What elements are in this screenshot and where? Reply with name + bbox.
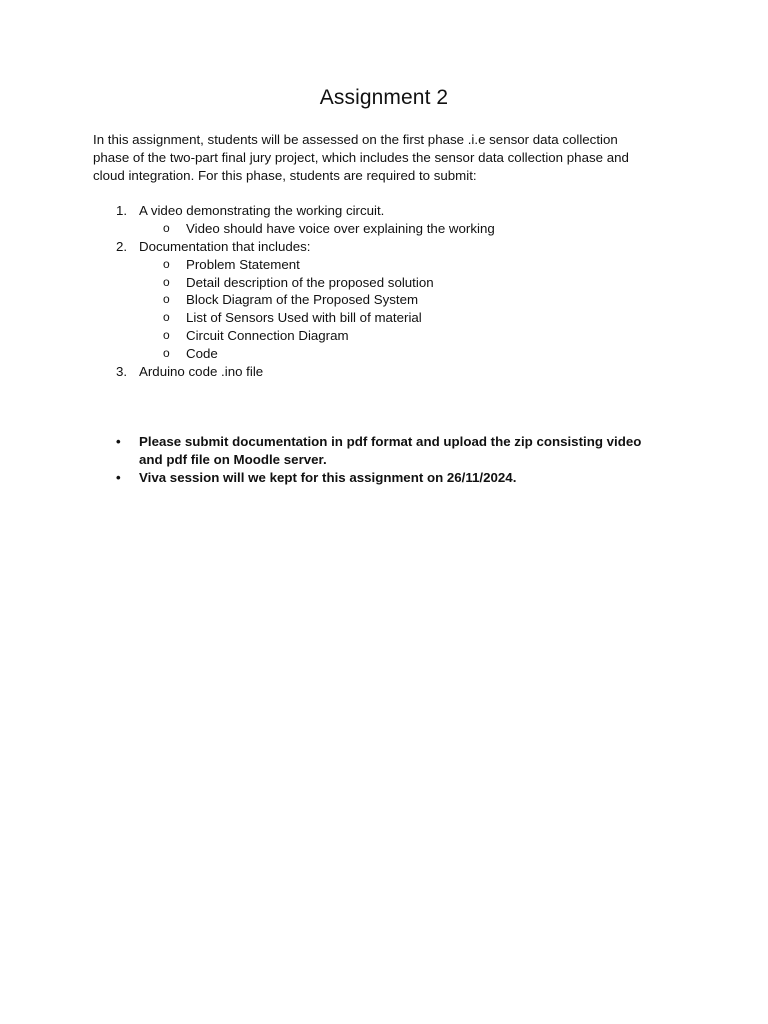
list-item-text: Documentation that includes:	[139, 238, 311, 254]
sub-list-item	[93, 220, 683, 238]
hollow-bullet-icon: o	[163, 220, 170, 235]
intro-line: phase of the two-part final jury project, which includes the sensor data collection phase and	[93, 150, 629, 166]
hollow-bullet-icon: o	[163, 274, 170, 289]
note-line: and pdf file on Moodle server.	[139, 451, 327, 467]
sub-list-item-text: Circuit Connection Diagram	[186, 328, 349, 344]
sub-list-item	[93, 274, 683, 292]
intro-line: In this assignment, students will be assessed on the first phase .i.e sensor data collection	[93, 132, 618, 147]
bullet-icon: •	[116, 434, 121, 449]
sub-list-item-text: Video should have voice over explaining the working	[186, 220, 495, 236]
list-item	[93, 238, 683, 363]
hollow-bullet-icon: o	[163, 310, 170, 325]
hollow-bullet-icon: o	[163, 292, 170, 307]
list-item	[93, 202, 683, 238]
note-item	[93, 469, 683, 487]
document-title: Assignment 2	[319, 86, 449, 109]
list-item-number: 1.	[116, 203, 128, 218]
list-item	[93, 363, 683, 381]
list-item-text: Arduino code .ino file	[139, 364, 264, 380]
sub-list-item	[93, 256, 683, 274]
intro-line: cloud integration. For this phase, students are required to submit:	[93, 168, 477, 184]
hollow-bullet-icon: o	[163, 346, 170, 361]
intro-paragraph	[93, 131, 683, 186]
hollow-bullet-icon: o	[163, 256, 170, 271]
sub-list-item-text: Problem Statement	[186, 256, 300, 272]
note-item	[93, 433, 683, 469]
hollow-bullet-icon: o	[163, 328, 170, 343]
sub-list-item	[93, 291, 683, 309]
sub-list-item-text: Detail description of the proposed solution	[186, 274, 434, 290]
submission-list	[93, 202, 683, 381]
list-item-text: A video demonstrating the working circuit.	[139, 203, 385, 218]
note-line: Please submit documentation in pdf format and upload the zip consisting video	[139, 434, 642, 449]
list-item-number: 3.	[116, 364, 128, 380]
sub-list-item-text: List of Sensors Used with bill of material	[186, 310, 422, 326]
sub-list-item-text: Block Diagram of the Proposed System	[186, 292, 419, 308]
note-line: Viva session will we kept for this assignment on 26/11/2024.	[139, 469, 517, 485]
notes-list	[93, 433, 683, 487]
sub-list-item	[93, 327, 683, 345]
sub-list-item-text: Code	[186, 346, 218, 362]
bullet-icon: •	[116, 469, 121, 485]
list-item-number: 2.	[116, 238, 128, 254]
sub-list-item	[93, 345, 683, 363]
sub-list-item	[93, 309, 683, 327]
